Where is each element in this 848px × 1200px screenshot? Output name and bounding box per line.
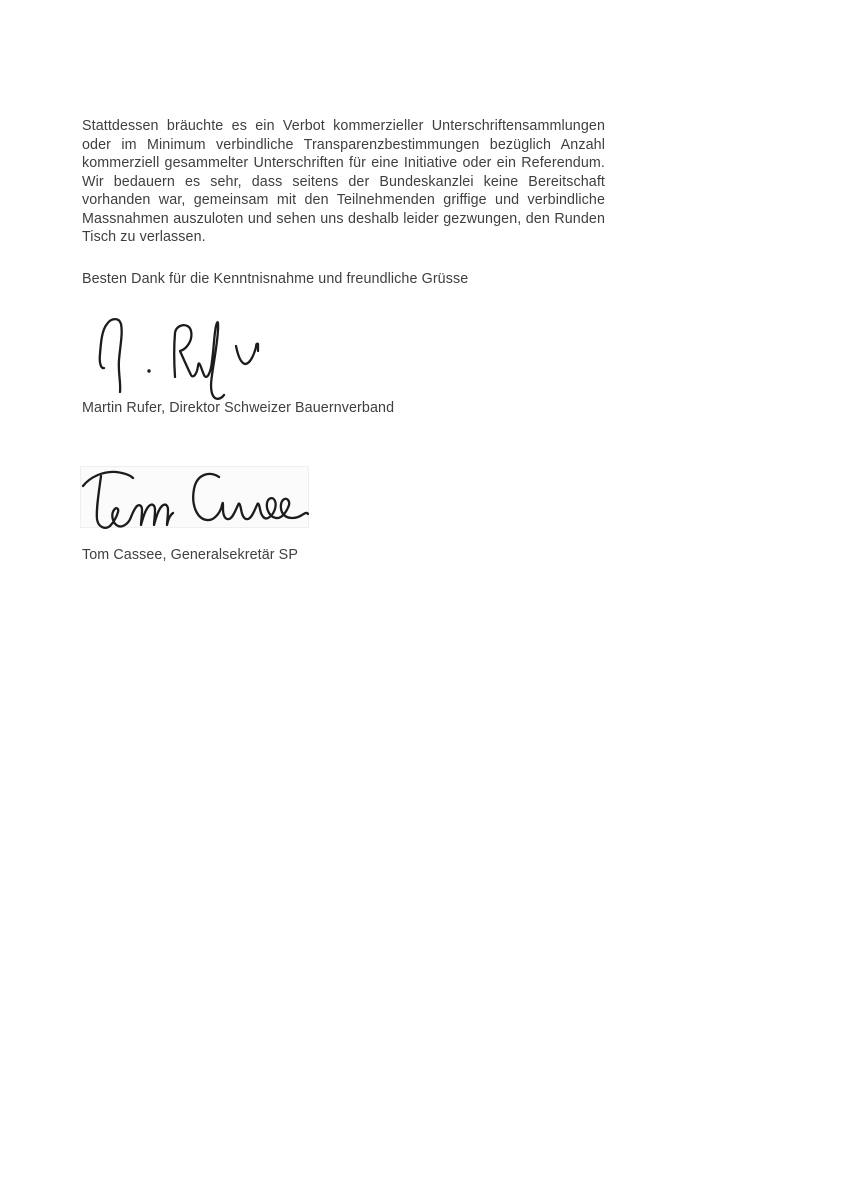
signer-name-tom-cassee: Tom Cassee, Generalsekretär SP (82, 547, 298, 563)
signer-name-martin-rufer: Martin Rufer, Direktor Schweizer Bauernverband (82, 400, 395, 416)
paragraph-line: Tisch zu verlassen. (82, 229, 206, 245)
tom-cassee-signature-image (80, 466, 309, 528)
paragraph-line: Stattdessen bräuchte es ein Verbot kommerzieller Unterschriftensammlungen (82, 118, 605, 134)
paragraph-line: oder im Minimum verbindliche Transparenzbestimmungen bezüglich Anzahl (82, 136, 605, 153)
paragraph-line: vorhanden war, gemeinsam mit den Teilnehmenden griffige und verbindliche (82, 192, 605, 208)
letter-paragraph (82, 117, 605, 247)
paragraph-line: Wir bedauern es sehr, dass seitens der Bundeskanzlei keine Bereitschaft (82, 173, 605, 190)
paragraph-line: Massnahmen auszuloten und sehen uns deshalb leider gezwungen, den Runden (82, 210, 605, 227)
closing-salutation: Besten Dank für die Kenntnisnahme und freundliche Grüsse (82, 271, 469, 287)
martin-rufer-signature-image (93, 303, 263, 403)
paragraph-line: kommerziell gesammelter Unterschriften für eine Initiative oder ein Referendum. (82, 155, 605, 171)
